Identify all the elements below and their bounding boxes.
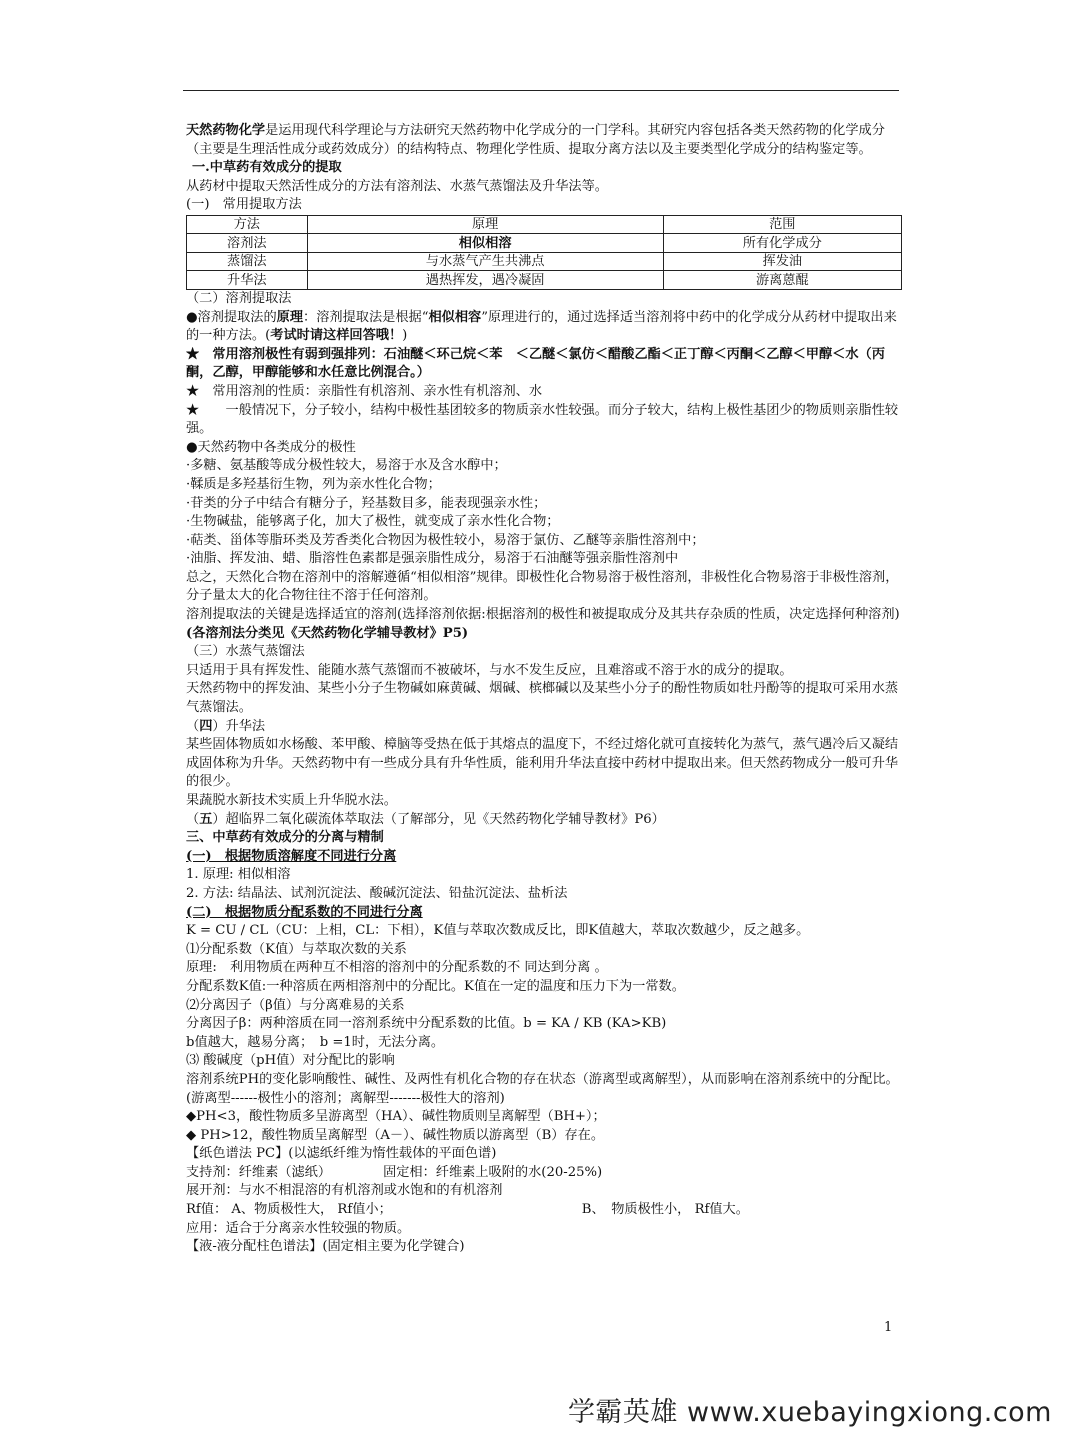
text-run: 固定相：纤维素上吸附的水(20-25%) <box>383 1164 603 1180</box>
text-run: ：溶剂提取法是根据“ <box>303 309 429 325</box>
subsection-1-title: (一) 常用提取方法 <box>186 197 302 213</box>
table-cell: 所有化学成分 <box>663 234 901 253</box>
table-cell: 游离蒽醌 <box>663 271 901 290</box>
table-cell: 升华法 <box>187 271 308 290</box>
table-header: 范围 <box>663 215 901 234</box>
partition-line: ⑵分离因子（β值）与分离难易的关系 <box>186 997 405 1013</box>
solvent-polarity-order: ★ 常用溶剂极性有弱到强排列：石油醚＜环己烷＜苯 ＜乙醚＜氯仿＜醋酸乙酯＜正丁醇＜丙酮＜乙醇＜甲醇＜水（丙酮，乙醇，甲醇能够和水任意比例混合。） <box>186 346 885 381</box>
table-cell: 溶剂法 <box>187 234 308 253</box>
table-header-row <box>187 215 902 234</box>
polarity-heading: ●天然药物中各类成分的极性 <box>186 439 356 455</box>
co2-title <box>186 811 902 830</box>
text-run: B、 物质极性小， Rf值大。 <box>581 1202 749 1218</box>
subsection-partition: (二) 根据物质分配系数的不同进行分离 <box>186 904 423 920</box>
table-cell: 挥发油 <box>663 252 901 271</box>
paper-chromatography-line <box>186 1201 902 1220</box>
text-run: Rf值： A、物质极性大， Rf值小； <box>186 1202 392 1218</box>
liquid-chromatography-title: 【液-液分配柱色谱法】(固定相主要为化学键合) <box>186 1239 465 1255</box>
list-item: ·萜类、甾体等脂环类及芳香类化合物因为极性较小，易溶于氯仿、乙醚等亲脂性溶剂中； <box>186 532 705 548</box>
partition-line: b值越大，越易分离； b =1时，无法分离。 <box>186 1034 445 1050</box>
paper-chromatography-line: 展开剂：与水不相混溶的有机溶剂或水饱和的有机溶剂 <box>186 1183 503 1199</box>
list-item: ·生物碱盐，能够离子化，加大了极性，就变成了亲水性化合物； <box>186 514 560 530</box>
subsection-2-title: （二）溶剂提取法 <box>186 290 292 306</box>
solvent-general: ★ 一般情况下，分子较小，结构中极性基团较多的物质亲水性较强。而分子较大，结构上极性基团少的物质则亲脂性较强。 <box>186 402 899 437</box>
extraction-methods-table <box>186 215 902 290</box>
section-1-title: 一.中草药有效成分的提取 <box>192 160 342 176</box>
text-run: 五 <box>199 811 213 827</box>
list-item: ·油脂、挥发油、蜡、脂溶性色素都是强亲脂性成分，易溶于石油醚等强亲脂性溶剂中 <box>186 551 679 567</box>
partition-line: 原理: 利用物质在两种互不相溶的溶剂中的分配系数的不 同达到分离 。 <box>186 960 608 976</box>
summary-paragraph: 总之，天然化合物在溶剂中的溶解遵循“相似相溶”规律。即极性化合物易溶于极性溶剂，非极性化合物易溶于非极性溶剂，分子量太大的化合物往往不溶于任何溶剂。 <box>186 569 899 604</box>
text-run: (各溶剂法分类见《天然药物化学辅导教材》P5) <box>186 625 469 641</box>
steam-title: （三）水蒸气蒸馏法 <box>186 644 305 660</box>
list-item: ·鞣质是多羟基衍生物，列为亲水性化合物； <box>186 476 441 492</box>
table-row <box>187 252 902 271</box>
table-row <box>187 234 902 253</box>
text-run: （ <box>186 718 200 734</box>
partition-line: 分离因子β：两种溶质在同一溶剂系统中分配系数的比值。b = KA / KB (KA>KB) <box>186 1016 667 1032</box>
solvent-properties: ★ 常用溶剂的性质：亲脂性有机溶剂、亲水性有机溶剂、水 <box>186 383 543 399</box>
table-cell: 与水蒸气产生共沸点 <box>307 252 663 271</box>
intro-paragraph <box>186 122 902 159</box>
paper-chromatography-title: 【纸色谱法 PC】(以滤纸纤维为惰性载体的平面色谱) <box>186 1146 497 1162</box>
text-run: 溶剂提取法的关键是选择适宜的溶剂(选择溶剂依据:根据溶剂的极性和被提取成分及其共存杂质的性质，决定选择何种溶剂) <box>186 607 900 623</box>
solubility-line: 1. 原理: 相似相溶 <box>186 867 291 883</box>
section-1-line: 从药材中提取天然活性成分的方法有溶剂法、水蒸气蒸馏法及升华法等。 <box>186 178 608 194</box>
text-run: ●溶剂提取法的 <box>186 309 277 325</box>
partition-line: ⑶ 酸碱度（pH值）对分配比的影响 <box>186 1053 395 1069</box>
table-row <box>187 271 902 290</box>
table-cell: 蒸馏法 <box>187 252 308 271</box>
text-run: 相似相容 <box>428 309 482 325</box>
sublimation-paragraph: 果蔬脱水新技术实质上升华脱水法。 <box>186 793 397 808</box>
paper-chromatography-line <box>186 1164 902 1183</box>
table-header: 方法 <box>187 215 308 234</box>
header-rule <box>183 90 899 91</box>
partition-line: 溶剂系统PH的变化影响酸性、碱性、及两性有机化合物的存在状态（游离型或离解型），从而影响在溶剂系统中的分配比。(游离型------极性小的溶剂；离解型-------极性大的溶剂) <box>186 1071 899 1106</box>
text-run: 原理 <box>276 309 304 325</box>
table-cell: 遇热挥发，遇冷凝固 <box>307 271 663 290</box>
table-header: 原理 <box>307 215 663 234</box>
partition-line: 分配系数K值:一种溶质在两相溶剂中的分配比。K值在一定的温度和压力下为一常数。 <box>186 978 685 994</box>
text-run: ）超临界二氧化碳流体萃取法（了解部分，见《天然药物化学辅导教材》P6） <box>212 811 665 827</box>
text-run: 支持剂：纤维素（滤纸） <box>186 1164 332 1180</box>
partition-line: ◆ PH>12，酸性物质呈离解型（A－）、碱性物质以游离型（B）存在。 <box>186 1127 605 1143</box>
text-run: 考试时请这样回答哦！ <box>270 328 403 344</box>
intro-term: 天然药物化学 <box>186 123 266 138</box>
solubility-line: 2. 方法: 结晶法、试剂沉淀法、酸碱沉淀法、铅盐沉淀法、盐析法 <box>186 885 568 901</box>
text-run: ）升华法 <box>212 718 266 734</box>
sublimation-paragraph: 某些固体物质如水杨酸、苯甲酸、樟脑等受热在低于其熔点的温度下，不经过熔化就可直接转化为蒸气，蒸气遇冷后又凝结成固体称为升华。天然药物中有一些成分具有升华性质，能利用升华法直接中药材中提取出来。但天然药物成分一般可升华的很少。 <box>186 737 899 790</box>
page-number: 1 <box>884 1320 893 1335</box>
text-run: 四 <box>199 718 213 734</box>
steam-paragraph: 天然药物中的挥发油、某些小分子生物碱如麻黄碱、烟碱、槟榔碱以及某些小分子的酚性物质如牡丹酚等的提取可采用水蒸气蒸馏法。 <box>186 681 899 716</box>
footer-watermark: 学霸英雄 www.xuebayingxiong.com <box>567 1397 1052 1428</box>
key-paragraph <box>186 606 902 643</box>
document-body <box>186 122 902 1257</box>
paper-chromatography-line: 应用：适合于分离亲水性较强的物质。 <box>186 1220 411 1236</box>
table-cell: 相似相溶 <box>307 234 663 253</box>
list-item: ·苷类的分子中结合有糖分子，羟基数目多，能表现强亲水性； <box>186 495 547 511</box>
partition-line: ⑴分配系数（K值）与萃取次数的关系 <box>186 941 407 957</box>
text-run: ”原理进行的，通过选择适当溶剂将中药中的化学成分从药材中提取出来的一种方法。( <box>186 309 897 344</box>
steam-paragraph: 只适用于具有挥发性、能随水蒸气蒸馏而不被破坏，与水不发生反应，且难溶或不溶于水的成分的提取。 <box>186 662 793 678</box>
subsection-solubility: (一) 根据物质溶解度不同进行分离 <box>186 848 397 864</box>
list-item: ·多糖、氨基酸等成分极性较大，易溶于水及含水醇中； <box>186 458 507 474</box>
solvent-principle <box>186 309 902 346</box>
text-run: （ <box>186 811 200 827</box>
intro-text: 是运用现代科学理论与方法研究天然药物中化学成分的一门学科。其研究内容包括各类天然药物的化学成分（主要是生理活性成分或药效成分）的结构特点、物理化学性质、提取分离方法以及主要类型化学成分的结构鉴定等。 <box>186 123 885 157</box>
partition-line: ◆PH<3，酸性物质多呈游离型（HA）、碱性物质则呈离解型（BH+）； <box>186 1109 606 1125</box>
sublimation-title <box>186 718 902 737</box>
section-3-title: 三、中草药有效成分的分离与精制 <box>186 830 384 846</box>
partition-line: K = CU / CL（CU：上相，CL：下相），K值与萃取次数成反比，即K值越大，萃取次数越少，反之越多。 <box>186 923 810 939</box>
text-run: ) <box>402 328 408 344</box>
